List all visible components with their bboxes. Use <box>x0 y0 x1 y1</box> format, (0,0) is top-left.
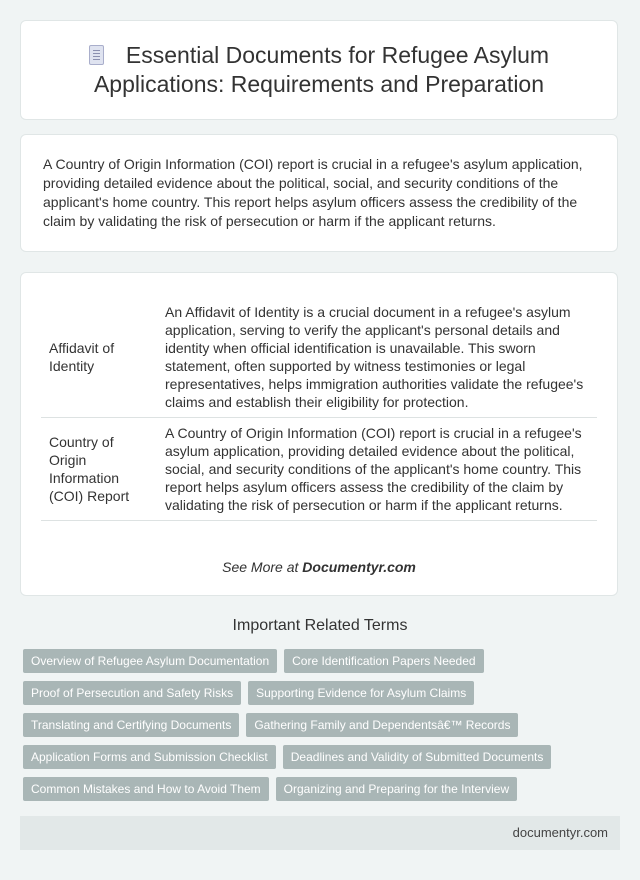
related-term-tag[interactable]: Translating and Certifying Documents <box>23 713 239 737</box>
summary-card <box>20 134 618 252</box>
table-row <box>41 418 597 521</box>
page-title-text: Essential Documents for Refugee Asylum Applications: Requirements and Preparation <box>93 42 550 97</box>
tag-row <box>23 649 623 681</box>
document-description: An Affidavit of Identity is a crucial document in a refugee's asylum application, serving to verify the applicant's personal details and identity when official identification is unavailable. This sworn statement, often supported by witness testimonies or legal representatives, helps immigration authorities validate the refugee's claims and establish their eligibility for protection. <box>157 297 597 418</box>
related-terms-list <box>23 649 623 809</box>
title-card <box>20 20 618 120</box>
see-more-site[interactable]: Documentyr.com <box>302 559 416 575</box>
related-term-tag[interactable]: Common Mistakes and How to Avoid Them <box>23 777 269 801</box>
documents-card <box>20 272 618 596</box>
summary-text: A Country of Origin Information (COI) report is crucial in a refugee's asylum application, providing detailed evidence about the political, social, and security conditions of the applicant's home country. This report helps asylum officers assess the credibility of the claim by validating the risk of persecution or harm if the applicant returns. <box>43 156 583 229</box>
page-title <box>59 41 579 99</box>
see-more-link[interactable] <box>21 559 617 575</box>
related-term-tag[interactable]: Supporting Evidence for Asylum Claims <box>248 681 474 705</box>
tag-row <box>23 713 623 745</box>
document-term: Country of Origin Information (COI) Report <box>41 418 157 521</box>
related-term-tag[interactable]: Core Identification Papers Needed <box>284 649 483 673</box>
table-row <box>41 297 597 418</box>
documents-table <box>41 297 597 521</box>
document-icon <box>89 45 104 65</box>
related-terms-heading: Important Related Terms <box>232 617 408 634</box>
related-term-tag[interactable]: Deadlines and Validity of Submitted Documents <box>283 745 552 769</box>
tag-row <box>23 777 623 809</box>
document-term: Affidavit of Identity <box>41 297 157 418</box>
see-more-prefix: See More at <box>222 559 303 575</box>
footer <box>20 816 620 850</box>
related-term-tag[interactable]: Organizing and Preparing for the Interview <box>276 777 517 801</box>
related-term-tag[interactable]: Proof of Persecution and Safety Risks <box>23 681 241 705</box>
document-description: A Country of Origin Information (COI) report is crucial in a refugee's asylum application, providing detailed evidence about the political, social, and security conditions of the applicant's home country. This report helps asylum officers assess the credibility of the claim by validating the risk of persecution or harm if the applicant returns. <box>157 418 597 521</box>
tag-row <box>23 681 623 713</box>
related-term-tag[interactable]: Gathering Family and Dependentsâ€™ Records <box>246 713 518 737</box>
tag-row <box>23 745 623 777</box>
footer-domain[interactable]: documentyr.com <box>512 825 608 840</box>
related-term-tag[interactable]: Application Forms and Submission Checklist <box>23 745 276 769</box>
related-term-tag[interactable]: Overview of Refugee Asylum Documentation <box>23 649 277 673</box>
